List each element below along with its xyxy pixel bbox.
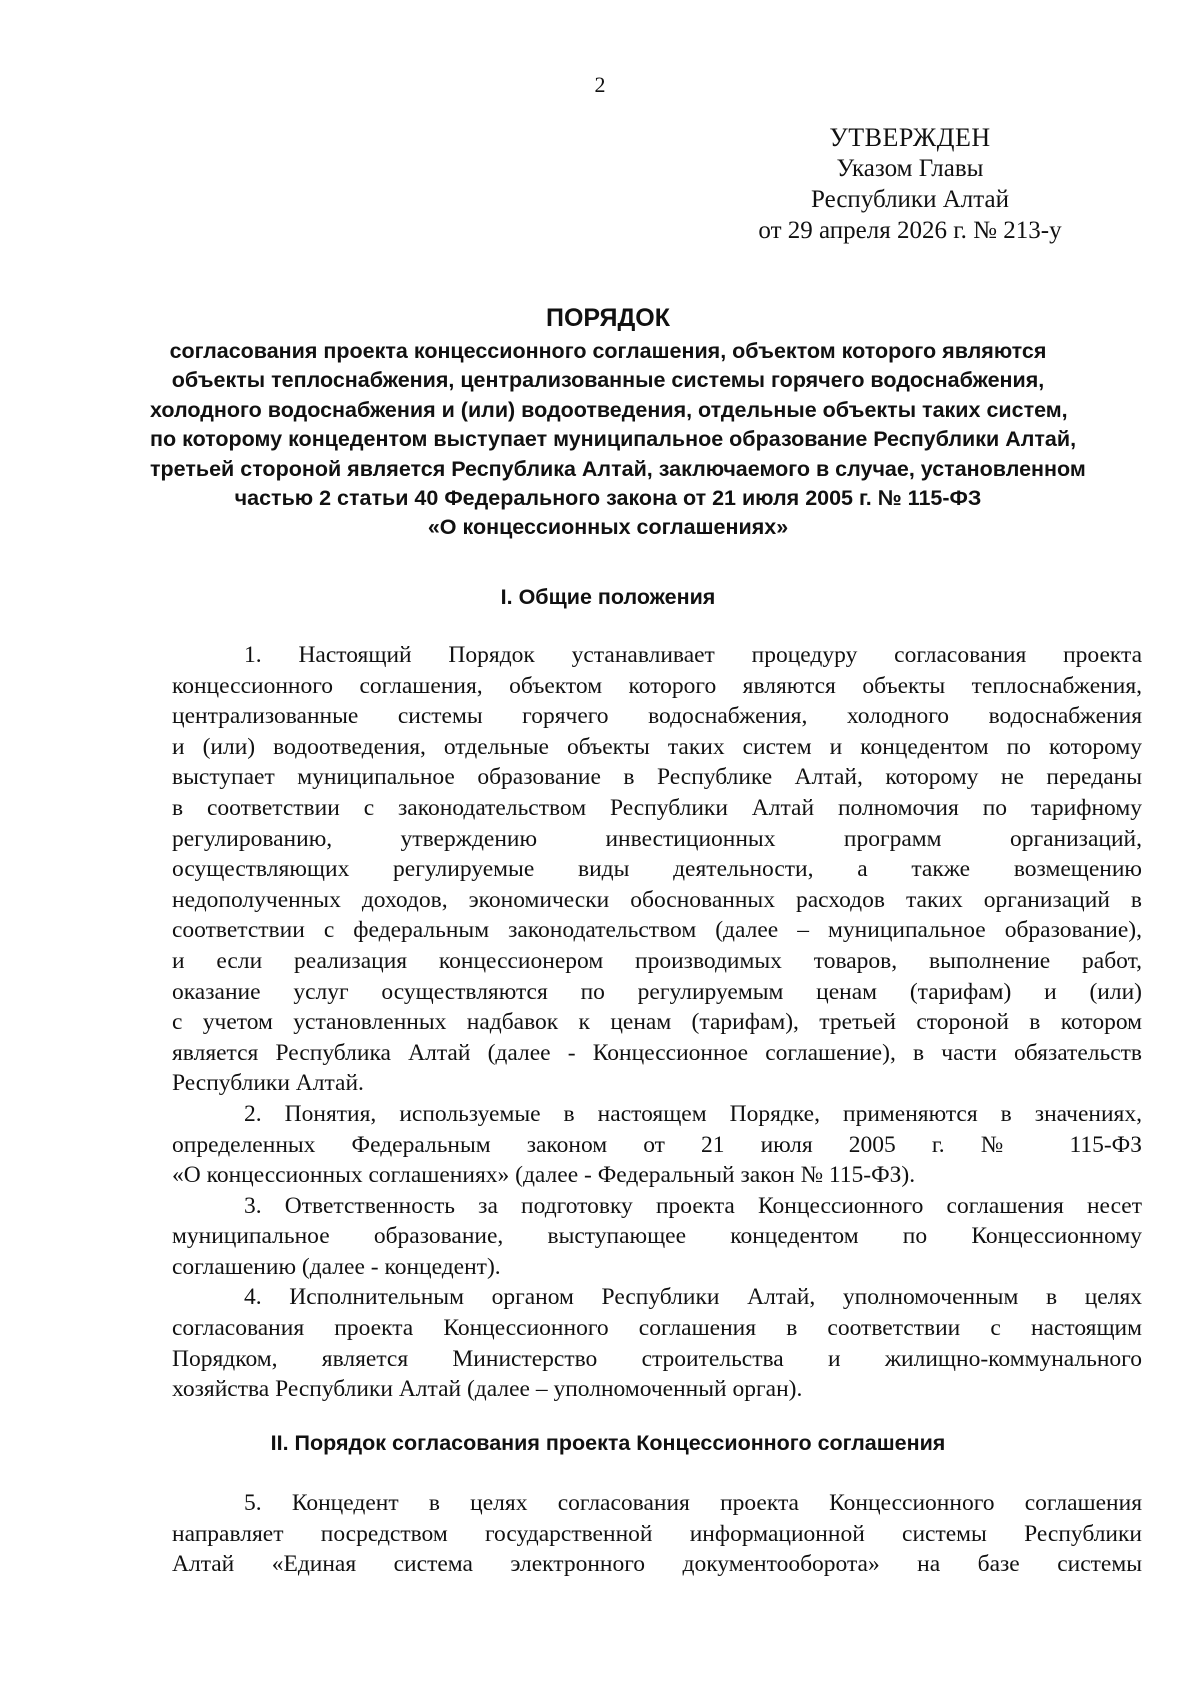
paragraph-4-line: хозяйства Республики Алтай (далее – уполномоченный орган).: [172, 1376, 803, 1403]
paragraph-1-line: является Республика Алтай (далее - Концессионное соглашение), в части обязательств: [172, 1039, 1142, 1066]
approval-line-2: Республики Алтай: [811, 186, 1009, 213]
paragraph-1-line: недополученных доходов, экономически обоснованных расходов таких организаций в: [172, 886, 1142, 913]
page-number: 2: [594, 72, 606, 97]
paragraph-3-line: 3. Ответственность за подготовку проекта Концессионного соглашения несет: [244, 1192, 1142, 1219]
paragraph-4-line: согласования проекта Концессионного соглашения в соответствии с настоящим: [172, 1315, 1142, 1342]
subtitle-line: по которому концедентом выступает муниципальное образование Республики Алтай,: [150, 427, 1077, 452]
paragraph-1-line: соответствии с федеральным законодательством (далее – муниципальное образование),: [172, 917, 1142, 944]
paragraph-1-line: в соответствии с законодательством Республики Алтай полномочия по тарифному: [172, 794, 1142, 821]
approval-line-1: Указом Главы: [836, 155, 984, 182]
approval-line-3: от 29 апреля 2026 г. № 213-у: [758, 217, 1062, 244]
paragraph-5-line: Алтай «Единая система электронного документооборота» на базе системы: [172, 1551, 1142, 1578]
paragraph-1-line: централизованные системы горячего водоснабжения, холодного водоснабжения: [172, 703, 1142, 730]
section-1-heading: I. Общие положения: [500, 585, 716, 609]
paragraph-1-line: концессионного соглашения, объектом которого являются объекты теплоснабжения,: [172, 672, 1142, 699]
subtitle-line: третьей стороной является Республика Алтай, заключаемого в случае, установленном: [150, 456, 1086, 481]
subtitle-line: объекты теплоснабжения, централизованные системы горячего водоснабжения,: [171, 368, 1045, 393]
paragraph-1-line: и (или) водоотведения, отдельные объекты таких систем и концедентом по которому: [172, 733, 1142, 760]
section-2-heading: II. Порядок согласования проекта Концессионного соглашения: [270, 1431, 946, 1455]
approval-block: [720, 122, 1100, 246]
paragraph-4-line: 4. Исполнительным органом Республики Алтай, уполномоченным в целях: [244, 1284, 1142, 1311]
paragraph-4-line: Порядком, является Министерство строительства и жилищно-коммунального: [172, 1345, 1142, 1372]
paragraph-1-line: с учетом установленных надбавок к ценам (тарифам), третьей стороной в котором: [172, 1009, 1142, 1036]
subtitle-line: согласования проекта концессионного соглашения, объектом которого являются: [169, 339, 1047, 363]
paragraph-5-line: 5. Концедент в целях согласования проекта Концессионного соглашения: [244, 1490, 1142, 1516]
document-title: ПОРЯДОК: [546, 304, 670, 332]
subtitle-line: частью 2 статьи 40 Федерального закона от 21 июля 2005 г. № 115-ФЗ: [234, 486, 982, 511]
subtitle-line: холодного водоснабжения и (или) водоотведения, отдельные объекты таких систем,: [150, 397, 1068, 422]
paragraph-1-line: 1. Настоящий Порядок устанавливает процедуру согласования проекта: [244, 642, 1142, 668]
approval-stamp: УТВЕРЖДЕН: [829, 123, 991, 152]
paragraph-2-line: 2. Понятия, используемые в настоящем Порядке, применяются в значениях,: [244, 1100, 1142, 1127]
paragraph-2-line: «О концессионных соглашениях» (далее - Федеральный закон № 115-ФЗ).: [172, 1162, 916, 1189]
paragraph-1-line: оказание услуг осуществляются по регулируемым ценам (тарифам) и (или): [172, 978, 1142, 1005]
paragraph-1-line: осуществляющих регулируемые виды деятельности, а также возмещению: [172, 856, 1142, 883]
paragraph-1-line: Республики Алтай.: [172, 1070, 364, 1097]
paragraph-3-line: соглашению (далее - концедент).: [172, 1253, 501, 1280]
document-subtitle: [150, 337, 1086, 543]
section-1-body: [172, 640, 1142, 1405]
paragraph-1-line: регулированию, утверждению инвестиционных программ организаций,: [172, 825, 1142, 852]
paragraph-3-line: муниципальное образование, выступающее концедентом по Концессионному: [172, 1223, 1142, 1250]
paragraph-2-line: определенных Федеральным законом от 21 июля 2005 г. № 115-ФЗ: [172, 1131, 1142, 1158]
subtitle-line: «О концессионных соглашениях»: [427, 515, 789, 540]
section-2-body: [172, 1488, 1142, 1580]
paragraph-1-line: выступает муниципальное образование в Республике Алтай, которому не переданы: [172, 764, 1142, 791]
paragraph-5-line: направляет посредством государственной информационной системы Республики: [172, 1520, 1142, 1547]
paragraph-1-line: и если реализация концессионером производимых товаров, выполнение работ,: [172, 947, 1142, 974]
